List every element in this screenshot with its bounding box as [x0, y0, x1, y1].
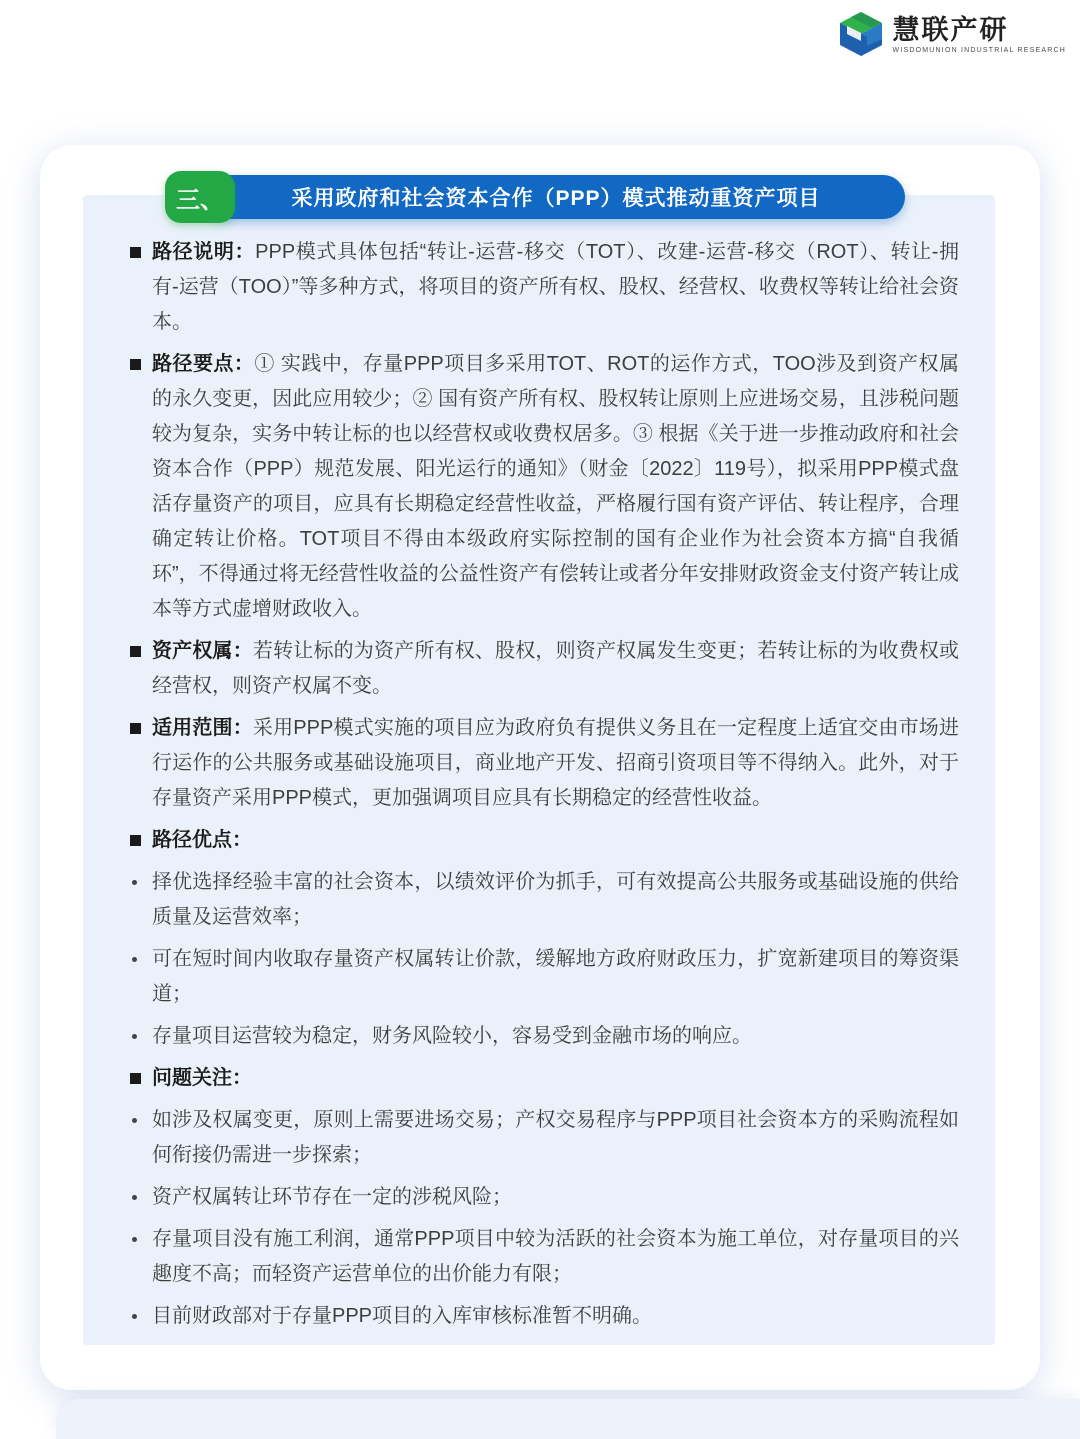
- list-item: [130, 634, 959, 704]
- list-item: [130, 942, 959, 1012]
- item-text: 择优选择经验丰富的社会资本，以绩效评价为抓手，可有效提高公共服务或基础设施的供给质量及运营效率；: [152, 871, 959, 928]
- square-bullet-icon: [130, 1073, 141, 1084]
- item-text: [152, 235, 959, 340]
- square-bullet-icon: [130, 723, 141, 734]
- section-banner: [165, 171, 905, 223]
- item-body: PPP模式具体包括“转让-运营-移交（TOT）、改建-运营-移交（ROT）、转让-拥有-运营（TOO）”等多种方式，将项目的资产所有权、股权、经营权、收费权等转让给社会资本。: [152, 241, 960, 333]
- item-body: 若转让标的为资产所有权、股权，则资产权属发生变更；若转让标的为收费权或经营权，则资产权属不变。: [152, 640, 960, 697]
- list-item: [130, 1061, 959, 1096]
- content-panel: [83, 195, 995, 1345]
- dot-bullet-icon: [132, 880, 137, 885]
- item-label: 资产权属：: [152, 640, 253, 662]
- section-title: 采用政府和社会资本合作（PPP）模式推动重资产项目: [291, 187, 821, 210]
- dot-bullet-icon: [132, 1118, 137, 1123]
- item-text: 如涉及权属变更，原则上需要进场交易；产权交易程序与PPP项目社会资本方的采购流程如何衔接仍需进一步探索；: [152, 1109, 959, 1166]
- section-card: [40, 145, 1040, 1390]
- item-label: 路径优点：: [152, 829, 252, 851]
- list-item: [130, 347, 959, 627]
- dot-bullet-icon: [132, 1195, 137, 1200]
- item-body: ① 实践中，存量PPP项目多采用TOT、ROT的运作方式，TOO涉及到资产权属的永久变更，因此应用较少；② 国有资产所有权、股权转让原则上应进场交易，且涉税问题较为复杂，实务中转让标的也以经营权或收费权居多。③ 根据《关于进一步推动政府和社会资本合作（PPP）规范发展、阳光运行的通知》（财金〔2022〕119号），拟采用PPP模式盘活存量资产的项目，应具有长期稳定经营性收益，严格履行国有资产评估、转让程序，合理确定转让价格。TOT项目不得由本级政府实际控制的国有企业作为社会资本方搞“自我循环”，不得通过将无经营性收益的公益性资产有偿转让或者分年安排财政资金支付资产转让成本等方式虚增财政收入。: [152, 353, 960, 620]
- list-item: [130, 1222, 959, 1292]
- square-bullet-icon: [130, 247, 141, 258]
- list-item: [130, 235, 959, 340]
- section-title-bar: [207, 175, 905, 219]
- item-text: 目前财政部对于存量PPP项目的入库审核标准暂不明确。: [152, 1305, 653, 1327]
- list-item: [130, 1299, 959, 1334]
- dot-bullet-icon: [132, 1314, 137, 1319]
- dot-bullet-icon: [132, 957, 137, 962]
- list-item: [130, 865, 959, 935]
- item-label: 路径说明：: [152, 241, 256, 263]
- company-logo: [837, 10, 1066, 58]
- list-item: [130, 823, 959, 858]
- item-text: [152, 823, 959, 858]
- section-number: 三、: [176, 186, 224, 214]
- item-text: 资产权属转让环节存在一定的涉税风险；: [152, 1186, 512, 1208]
- section-number-pill: [165, 171, 235, 223]
- logo-name: 慧联产研: [892, 14, 1009, 45]
- item-body: 采用PPP模式实施的项目应为政府负有提供义务且在一定程度上适宜交由市场进行运作的公共服务或基础设施项目，商业地产开发、招商引资项目等不得纳入。此外，对于存量资产采用PPP模式，更加强调项目应具有长期稳定的经营性收益。: [152, 717, 959, 809]
- square-bullet-icon: [130, 835, 141, 846]
- list-item: [130, 711, 959, 816]
- next-section-strip: [56, 1399, 1080, 1439]
- list-item: [130, 1019, 959, 1054]
- square-bullet-icon: [130, 359, 141, 370]
- item-text: 存量项目运营较为稳定，财务风险较小，容易受到金融市场的响应。: [152, 1025, 752, 1047]
- item-label: 问题关注：: [152, 1067, 252, 1089]
- item-label: 适用范围：: [152, 717, 253, 739]
- item-text: 存量项目没有施工利润，通常PPP项目中较为活跃的社会资本为施工单位，对存量项目的兴趣度不高；而轻资产运营单位的出价能力有限；: [152, 1228, 959, 1285]
- square-bullet-icon: [130, 646, 141, 657]
- item-label: 路径要点：: [152, 353, 255, 375]
- dot-bullet-icon: [132, 1237, 137, 1242]
- content-list: [130, 235, 959, 1341]
- item-text: [152, 1061, 959, 1096]
- logo-cube-icon: [837, 10, 885, 58]
- item-text: [152, 634, 959, 704]
- list-item: [130, 1103, 959, 1173]
- item-text: 可在短时间内收取存量资产权属转让价款，缓解地方政府财政压力，扩宽新建项目的筹资渠道；: [152, 948, 959, 1005]
- dot-bullet-icon: [132, 1034, 137, 1039]
- logo-subtitle: WISDOMUNION INDUSTRIAL RESEARCH: [892, 46, 1066, 54]
- item-text: [152, 711, 959, 816]
- list-item: [130, 1180, 959, 1215]
- item-text: [152, 347, 959, 627]
